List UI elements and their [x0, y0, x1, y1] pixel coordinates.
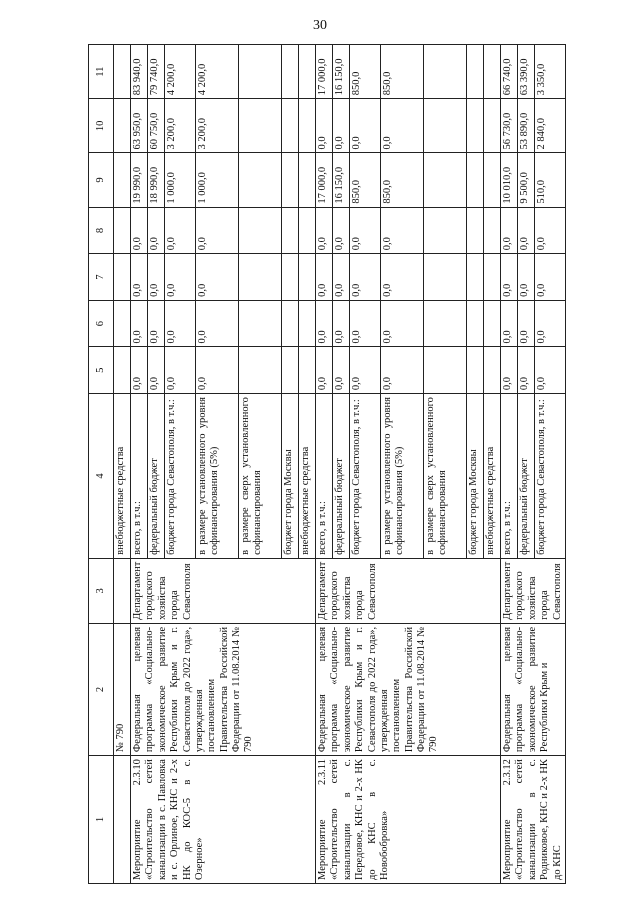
header-cell: 5: [89, 347, 114, 394]
value-cell: 0,0: [381, 300, 424, 347]
value-cell: 18 990,0: [148, 153, 165, 207]
table-cell: [114, 207, 131, 254]
value-cell: 0,0: [501, 300, 518, 347]
value-cell: 0,0: [131, 347, 148, 394]
value-cell: 850,0: [381, 153, 424, 207]
program-cell: Федеральная целевая программа «Социально-экономическое развитие Республики Крым и: [501, 623, 566, 755]
value-cell: 0,0: [518, 207, 535, 254]
header-cell: 2: [89, 623, 114, 755]
value-cell: 0,0: [501, 347, 518, 394]
table-cell: [114, 254, 131, 301]
table-cell: № 790: [114, 623, 131, 755]
value-cell: 0,0: [196, 347, 239, 394]
table-cell: [114, 99, 131, 153]
value-cell: 0,0: [535, 254, 566, 301]
value-cell: 16 150,0: [333, 153, 350, 207]
value-cell: 0,0: [381, 99, 424, 153]
value-cell: [424, 300, 467, 347]
table-cell: [114, 153, 131, 207]
row-label: бюджет города Севастополя, в т.ч.:: [535, 394, 566, 559]
table-cell: [114, 558, 131, 623]
value-cell: 0,0: [148, 254, 165, 301]
value-cell: 0,0: [518, 300, 535, 347]
header-cell: 10: [89, 99, 114, 153]
executor-cell: Департамент городского хозяйства города Севастополя: [316, 558, 501, 623]
row-label: федеральный бюджет: [148, 394, 165, 559]
measure-cell: Мероприятие 2.3.10 «Строительство сетей канализации в с. Павловка и с. Орлиное, КНС и 2-х НК до КОС-5 в с. Озерное»: [131, 756, 316, 884]
value-cell: 4 200,0: [165, 45, 196, 99]
value-cell: [484, 207, 501, 254]
value-cell: 79 740,0: [148, 45, 165, 99]
value-cell: [282, 45, 299, 99]
value-cell: 9 500,0: [518, 153, 535, 207]
header-cell: 9: [89, 153, 114, 207]
value-cell: 0,0: [333, 254, 350, 301]
value-cell: 0,0: [196, 207, 239, 254]
value-cell: [467, 347, 484, 394]
value-cell: 0,0: [381, 254, 424, 301]
row-label: бюджет города Москвы: [467, 394, 484, 559]
value-cell: [467, 254, 484, 301]
value-cell: [239, 254, 282, 301]
value-cell: [484, 153, 501, 207]
table-cell: [114, 45, 131, 99]
value-cell: 3 350,0: [535, 45, 566, 99]
row-label: всего, в т.ч.:: [131, 394, 148, 559]
header-cell: 11: [89, 45, 114, 99]
header-cell: 1: [89, 756, 114, 884]
value-cell: [282, 347, 299, 394]
value-cell: 17 000,0: [316, 153, 333, 207]
value-cell: 0,0: [350, 99, 381, 153]
executor-cell: Департамент городского хозяйства города Севастополя: [131, 558, 316, 623]
value-cell: [282, 300, 299, 347]
table-cell: [114, 300, 131, 347]
value-cell: [424, 347, 467, 394]
row-label: бюджет города Севастополя, в т.ч.:: [350, 394, 381, 559]
value-cell: 0,0: [518, 254, 535, 301]
value-cell: 0,0: [350, 254, 381, 301]
value-cell: 10 010,0: [501, 153, 518, 207]
value-cell: 2 840,0: [535, 99, 566, 153]
value-cell: [424, 99, 467, 153]
value-cell: 60 750,0: [148, 99, 165, 153]
table-row: [114, 45, 131, 884]
value-cell: 16 150,0: [333, 45, 350, 99]
table-row: [131, 45, 148, 884]
value-cell: 0,0: [316, 99, 333, 153]
value-cell: 0,0: [165, 207, 196, 254]
value-cell: 0,0: [196, 300, 239, 347]
value-cell: [484, 254, 501, 301]
value-cell: 63 950,0: [131, 99, 148, 153]
header-cell: 3: [89, 558, 114, 623]
value-cell: 83 940,0: [131, 45, 148, 99]
value-cell: [484, 300, 501, 347]
measure-cell: Мероприятие 2.3.11 «Строительство сетей канализации в с. Передовое, КНС и 2-х НК до КНС в с. Новобобровка»: [316, 756, 501, 884]
value-cell: 850,0: [350, 45, 381, 99]
value-cell: 0,0: [501, 254, 518, 301]
rotated-table-container: [88, 44, 563, 884]
value-cell: 1 000,0: [196, 153, 239, 207]
value-cell: [424, 254, 467, 301]
value-cell: [239, 45, 282, 99]
value-cell: [299, 45, 316, 99]
header-cell: 6: [89, 300, 114, 347]
value-cell: [467, 207, 484, 254]
value-cell: 850,0: [350, 153, 381, 207]
value-cell: [282, 207, 299, 254]
value-cell: [424, 153, 467, 207]
value-cell: 0,0: [131, 207, 148, 254]
rotated-table-frame: [88, 44, 563, 884]
value-cell: 0,0: [333, 207, 350, 254]
value-cell: [282, 254, 299, 301]
value-cell: 19 990,0: [131, 153, 148, 207]
page-number: 30: [313, 18, 327, 33]
row-label: всего, в т.ч.:: [501, 394, 518, 559]
program-cell: Федеральная целевая программа «Социально-экономическое развитие Республики Крым и г. Севастополя до 2022 года», утвержденная постановлением Правительства Российской Федерации от 11.08.2014 № 790: [131, 623, 316, 755]
value-cell: 0,0: [148, 300, 165, 347]
value-cell: [484, 45, 501, 99]
value-cell: [239, 207, 282, 254]
value-cell: 0,0: [350, 347, 381, 394]
measure-cell: Мероприятие 2.3.12 «Строительство сетей канализации в с. Родниковое, КНС и 2-х НК до КНС: [501, 756, 566, 884]
value-cell: 850,0: [381, 45, 424, 99]
value-cell: [299, 254, 316, 301]
row-label: внебюджетные средства: [484, 394, 501, 559]
value-cell: 53 890,0: [518, 99, 535, 153]
table-cell: внебюджетные средства: [114, 394, 131, 559]
table-cell: [114, 347, 131, 394]
value-cell: [467, 153, 484, 207]
value-cell: 0,0: [535, 207, 566, 254]
row-label: федеральный бюджет: [333, 394, 350, 559]
value-cell: [484, 347, 501, 394]
row-label: бюджет города Севастополя, в т.ч.:: [165, 394, 196, 559]
value-cell: 510,0: [535, 153, 566, 207]
value-cell: [239, 300, 282, 347]
value-cell: [299, 347, 316, 394]
value-cell: 56 730,0: [501, 99, 518, 153]
value-cell: [299, 207, 316, 254]
value-cell: 0,0: [196, 254, 239, 301]
value-cell: [282, 153, 299, 207]
value-cell: [484, 99, 501, 153]
value-cell: [424, 45, 467, 99]
value-cell: 0,0: [535, 347, 566, 394]
value-cell: 66 740,0: [501, 45, 518, 99]
value-cell: 0,0: [148, 207, 165, 254]
value-cell: 0,0: [148, 347, 165, 394]
value-cell: [239, 347, 282, 394]
value-cell: 3 200,0: [196, 99, 239, 153]
value-cell: 0,0: [333, 99, 350, 153]
value-cell: 0,0: [131, 254, 148, 301]
value-cell: 0,0: [165, 300, 196, 347]
value-cell: 0,0: [381, 347, 424, 394]
table-row: [316, 45, 333, 884]
value-cell: 0,0: [381, 207, 424, 254]
value-cell: 0,0: [333, 347, 350, 394]
row-label: в размере сверх установленного софинансирования: [424, 394, 467, 559]
value-cell: 4 200,0: [196, 45, 239, 99]
executor-cell: Департамент городского хозяйства города Севастополя: [501, 558, 566, 623]
value-cell: [282, 99, 299, 153]
value-cell: 0,0: [535, 300, 566, 347]
value-cell: 0,0: [316, 207, 333, 254]
table-row: [501, 45, 518, 884]
value-cell: 17 000,0: [316, 45, 333, 99]
value-cell: [299, 153, 316, 207]
row-label: в размере установленного уровня софинансирования (5%): [381, 394, 424, 559]
row-label: в размере установленного уровня софинансирования (5%): [196, 394, 239, 559]
value-cell: [467, 45, 484, 99]
value-cell: 0,0: [518, 347, 535, 394]
value-cell: 0,0: [350, 300, 381, 347]
row-label: в размере сверх установленного софинансирования: [239, 394, 282, 559]
value-cell: 1 000,0: [165, 153, 196, 207]
value-cell: [467, 99, 484, 153]
row-label: всего, в т.ч.:: [316, 394, 333, 559]
header-cell: 7: [89, 254, 114, 301]
value-cell: [239, 153, 282, 207]
value-cell: 0,0: [501, 207, 518, 254]
header-cell: 4: [89, 394, 114, 559]
value-cell: 0,0: [165, 254, 196, 301]
value-cell: 63 390,0: [518, 45, 535, 99]
value-cell: [299, 99, 316, 153]
value-cell: 0,0: [316, 347, 333, 394]
row-label: бюджет города Москвы: [282, 394, 299, 559]
value-cell: 0,0: [316, 300, 333, 347]
value-cell: 0,0: [131, 300, 148, 347]
budget-table: [88, 44, 566, 884]
program-cell: Федеральная целевая программа «Социально-экономическое развитие Республики Крым и г. Севастополя до 2022 года», утвержденная постановлением Правительства Российской Федерации от 11.08.2014 № 790: [316, 623, 501, 755]
value-cell: [467, 300, 484, 347]
header-row: [89, 45, 114, 884]
value-cell: 0,0: [316, 254, 333, 301]
value-cell: 0,0: [333, 300, 350, 347]
value-cell: [424, 207, 467, 254]
header-cell: 8: [89, 207, 114, 254]
value-cell: [239, 99, 282, 153]
value-cell: 3 200,0: [165, 99, 196, 153]
value-cell: 0,0: [350, 207, 381, 254]
value-cell: [299, 300, 316, 347]
table-cell: [114, 756, 131, 884]
row-label: федеральный бюджет: [518, 394, 535, 559]
value-cell: 0,0: [165, 347, 196, 394]
row-label: внебюджетные средства: [299, 394, 316, 559]
